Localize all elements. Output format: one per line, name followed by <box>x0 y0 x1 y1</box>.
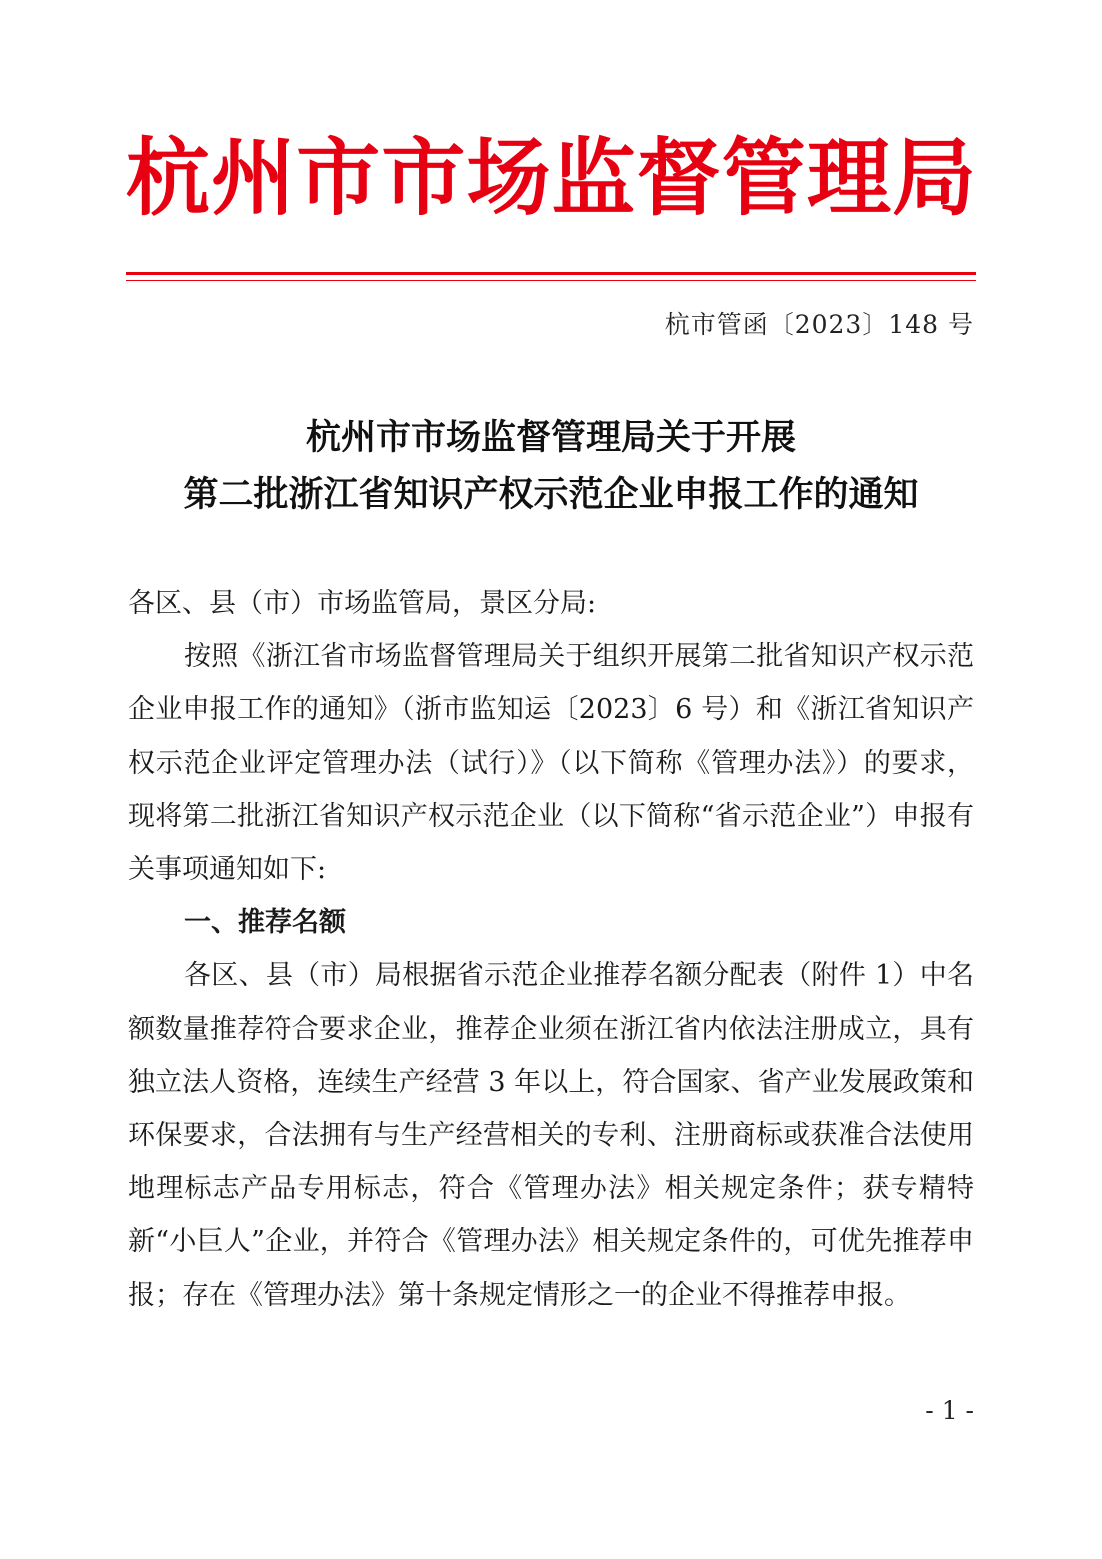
salutation: 各区、县（市）市场监管局，景区分局: <box>128 588 597 619</box>
intro-paragraph: 按照《浙江省市场监督管理局关于组织开展第二批省知识产权示范企业申报工作的通知》（浙市监知运〔2023〕6 号）和《浙江省知识产权示范企业评定管理办法（试行）》（以下简称《管理办法》）的要求，现将第二批浙江省知识产权示范企业（以下简称“省示范企业”）申报有关事项通知如下: <box>128 641 974 886</box>
section-heading-quota: 一、推荐名额 <box>184 907 346 939</box>
document-body <box>128 577 974 1322</box>
page-number: - 1 - <box>925 1396 974 1425</box>
agency-masthead: 杭州市市场监督管理局 <box>126 128 976 227</box>
document-title-line-1: 杭州市市场监督管理局关于开展 <box>305 417 796 458</box>
section-paragraph-quota: 各区、县（市）局根据省示范企业推荐名额分配表（附件 1）中名额数量推荐符合要求企业，推荐企业须在浙江省内依法注册成立，具有独立法人资格，连续生产经营 3 年以上，符合国家、省产业发展政策和环保要求，合法拥有与生产经营相关的专利、注册商标或获准合法使用地理标志产品专用标志，符合《管理办法》相关规定条件；获专精特新“小巨人”企业，并符合《管理办法》相关规定条件的，可优先推荐申报；存在《管理办法》第十条规定情形之一的企业不得推荐申报。 <box>128 960 974 1311</box>
masthead-red-rule-thin <box>126 280 976 281</box>
document-title-line-2: 第二批浙江省知识产权示范企业申报工作的通知 <box>183 474 919 515</box>
masthead-red-rule-thick <box>126 272 976 275</box>
document-number: 杭市管函〔2023〕148 号 <box>664 310 974 339</box>
